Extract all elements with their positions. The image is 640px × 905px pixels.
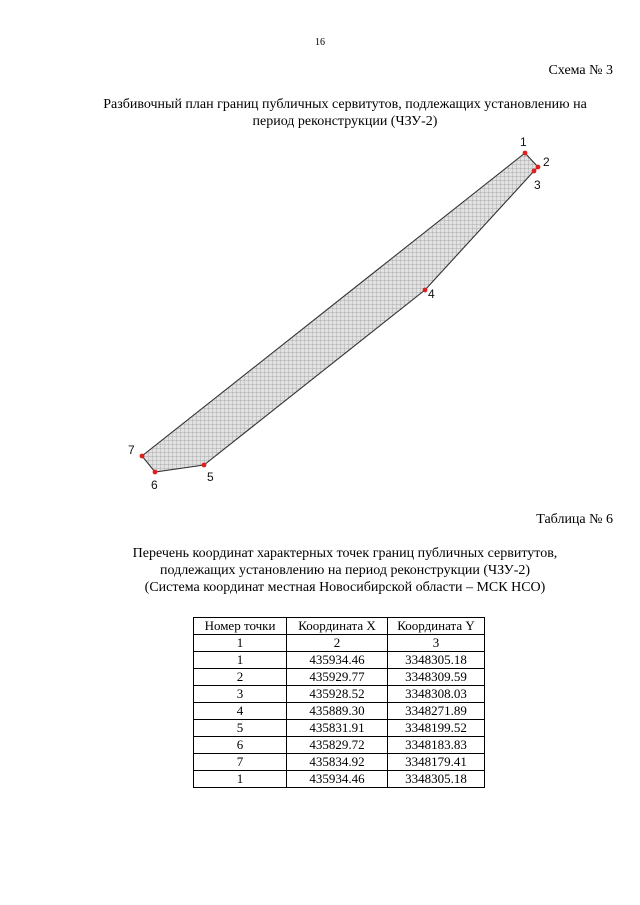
coordinate-y-cell: 3348305.18 — [388, 652, 485, 669]
header-coordinate-y: Координата Y — [388, 618, 485, 635]
coordinate-y-cell: 3348199.52 — [388, 720, 485, 737]
boundary-point-4 — [423, 288, 428, 293]
header-point-number: Номер точки — [194, 618, 287, 635]
point-number-cell: 1 — [194, 771, 287, 788]
coordinate-x-cell: 435831.91 — [287, 720, 388, 737]
header-coordinate-x: Координата X — [287, 618, 388, 635]
table-row — [194, 686, 485, 703]
coordinate-x-cell: 435929.77 — [287, 669, 388, 686]
column-number: 3 — [388, 635, 485, 652]
plan-title-line-1: Разбивочный план границ публичных сервитутов, подлежащих установлению на — [103, 97, 587, 112]
coordinate-x-cell: 435928.52 — [287, 686, 388, 703]
point-number-cell: 6 — [194, 737, 287, 754]
coordinates-table — [193, 617, 485, 788]
page-number: 16 — [315, 37, 325, 48]
coordinate-y-cell: 3348179.41 — [388, 754, 485, 771]
point-label-6: 6 — [151, 478, 158, 492]
boundary-point-3 — [532, 169, 537, 174]
table-title-line-1: Перечень координат характерных точек границ публичных сервитутов, — [132, 546, 558, 561]
point-number-cell: 4 — [194, 703, 287, 720]
table-title-line-3: (Система координат местная Новосибирской области – МСК НСО) — [144, 580, 546, 595]
scheme-label: Схема № 3 — [548, 63, 613, 78]
coordinate-x-cell: 435934.46 — [287, 652, 388, 669]
point-number-cell: 5 — [194, 720, 287, 737]
boundary-point-1 — [523, 151, 528, 156]
boundary-point-6 — [153, 470, 158, 475]
coordinate-y-cell: 3348309.59 — [388, 669, 485, 686]
table-column-number-row — [194, 635, 485, 652]
table-row — [194, 652, 485, 669]
point-number-cell: 1 — [194, 652, 287, 669]
point-number-cell: 2 — [194, 669, 287, 686]
coordinate-y-cell: 3348308.03 — [388, 686, 485, 703]
point-label-4: 4 — [428, 287, 435, 301]
column-number: 2 — [287, 635, 388, 652]
coordinate-x-cell: 435834.92 — [287, 754, 388, 771]
table-title-line-2: подлежащих установлению на период реконструкции (ЧЗУ-2) — [159, 563, 531, 578]
coordinate-y-cell: 3348183.83 — [388, 737, 485, 754]
point-label-7: 7 — [128, 443, 135, 457]
column-number: 1 — [194, 635, 287, 652]
coordinate-x-cell: 435934.46 — [287, 771, 388, 788]
servitude-area-polygon — [142, 153, 538, 472]
point-label-2: 2 — [543, 155, 550, 169]
boundary-point-7 — [140, 454, 145, 459]
table-row — [194, 737, 485, 754]
table-label: Таблица № 6 — [536, 512, 613, 527]
point-label-1: 1 — [520, 135, 527, 149]
point-number-cell: 7 — [194, 754, 287, 771]
point-label-3: 3 — [534, 178, 541, 192]
table-row — [194, 771, 485, 788]
coordinate-x-cell: 435889.30 — [287, 703, 388, 720]
coordinate-y-cell: 3348305.18 — [388, 771, 485, 788]
table-title — [60, 545, 630, 596]
table-row — [194, 754, 485, 771]
point-label-5: 5 — [207, 470, 214, 484]
table-header-row — [194, 618, 485, 635]
table-row — [194, 703, 485, 720]
table-row — [194, 669, 485, 686]
coordinate-y-cell: 3348271.89 — [388, 703, 485, 720]
boundary-point-5 — [202, 463, 207, 468]
boundary-point-2 — [536, 165, 541, 170]
point-number-cell: 3 — [194, 686, 287, 703]
coordinate-x-cell: 435829.72 — [287, 737, 388, 754]
plan-title-line-2: период реконструкции (ЧЗУ-2) — [252, 114, 438, 129]
table-row — [194, 720, 485, 737]
